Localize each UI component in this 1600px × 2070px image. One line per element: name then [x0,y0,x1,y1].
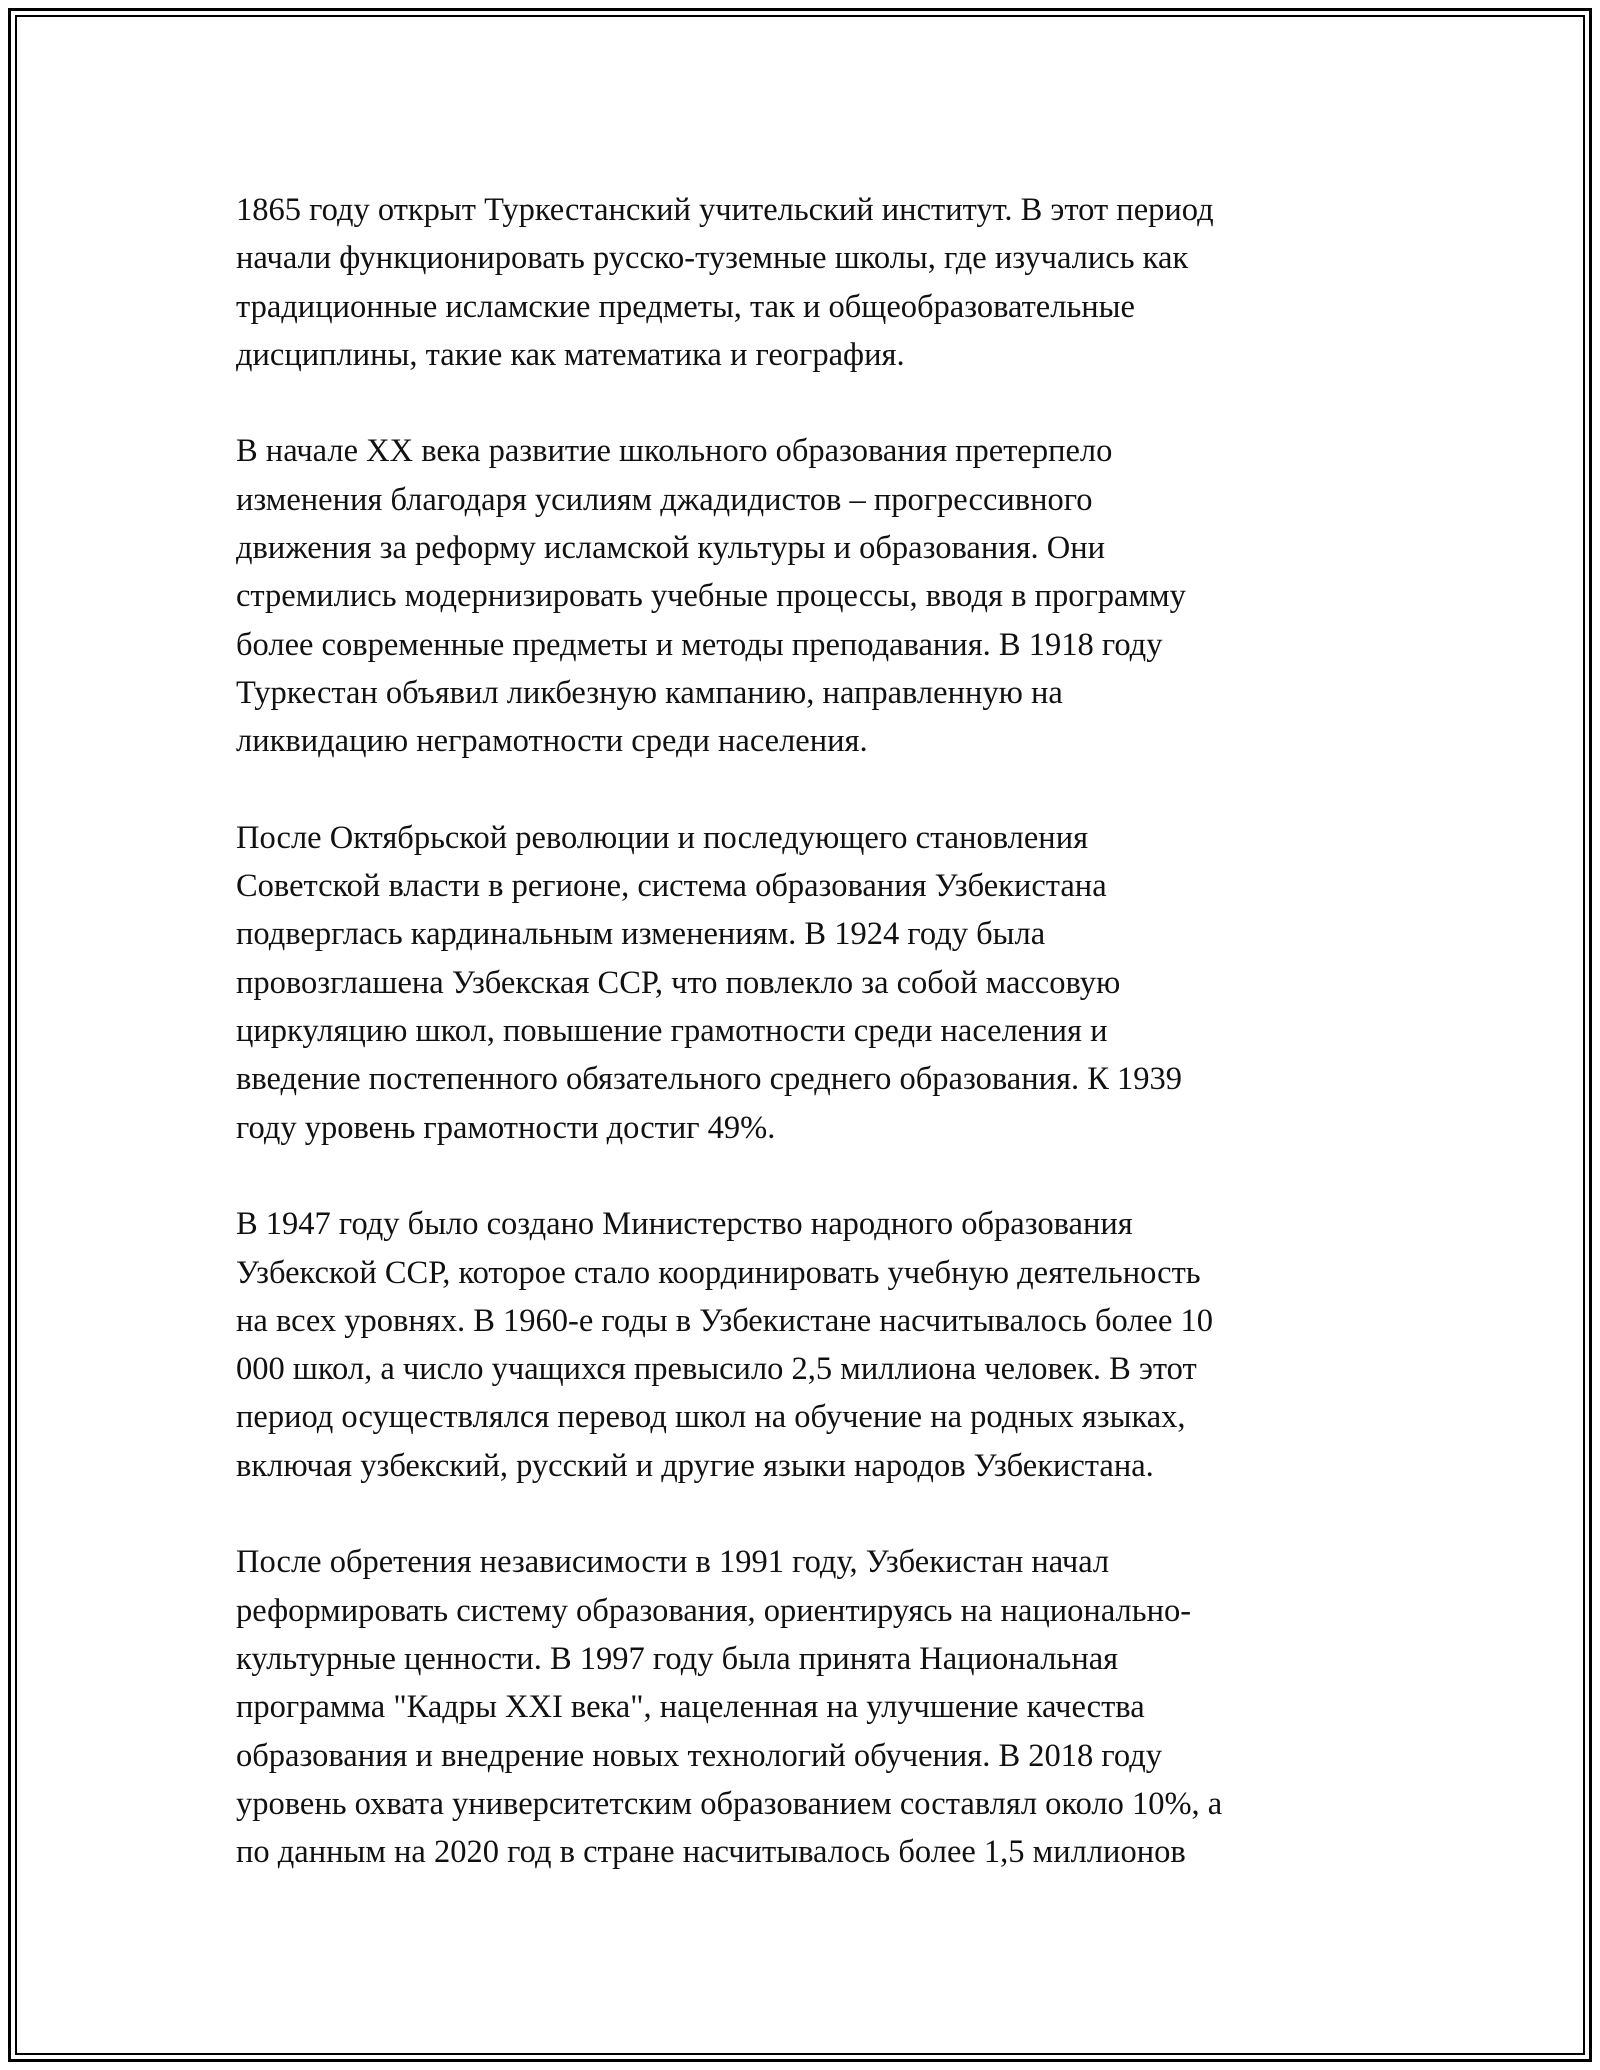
paragraph-1 [236,186,1366,379]
text-line: более современные предметы и методы преподавания. В 1918 году [236,626,1163,663]
text-line: Узбекской ССР, которое стало координировать учебную деятельность [236,1254,1201,1291]
text-line: образования и внедрение новых технологий обучения. В 2018 году [236,1737,1163,1774]
text-line: После Октябрьской революции и последующего становления [236,819,1089,856]
text-line: дисциплины, такие как математика и география. [236,336,905,373]
text-line: ликвидацию неграмотности среди населения. [236,723,868,760]
text-line: году уровень грамотности достиг 49%. [236,1109,776,1146]
document-body [236,186,1366,1925]
text-line: введение постепенного обязательного среднего образования. К 1939 [236,1061,1183,1098]
text-line: период осуществлялся перевод школ на обучение на родных языках, [236,1399,1186,1436]
text-line: традиционные исламские предметы, так и общеобразовательные [236,288,1135,325]
paragraph-5 [236,1538,1366,1876]
text-line: Туркестан объявил ликбезную кампанию, направленную на [236,674,1063,711]
text-line: В 1947 году было создано Министерство народного образования [236,1206,1133,1243]
paragraph-3 [236,814,1366,1152]
text-line: уровень охвата университетским образованием составлял около 10%, а [236,1785,1223,1822]
text-line: движения за реформу исламской культуры и образования. Они [236,530,1106,567]
text-line: стремились модернизировать учебные процессы, вводя в программу [236,578,1186,615]
text-line: Советской власти в регионе, система образования Узбекистана [236,868,1107,905]
text-line: реформировать систему образования, ориентируясь на национально- [236,1592,1192,1629]
text-line: включая узбекский, русский и другие языки народов Узбекистана. [236,1447,1154,1484]
text-line: начали функционировать русско-туземные школы, где изучались как [236,240,1189,277]
text-line: подверглась кардинальным изменениям. В 1924 году была [236,916,1046,953]
text-line: изменения благодаря усилиям джадидистов – прогрессивного [236,481,1093,518]
text-line: В начале XX века развитие школьного образования претерпело [236,433,1113,470]
text-line: циркуляцию школ, повышение грамотности среди населения и [236,1013,1108,1050]
text-line: по данным на 2020 год в стране насчитывалось более 1,5 миллионов [236,1834,1186,1871]
text-line: 1865 году открыт Туркестанский учительский институт. В этот период [236,192,1214,228]
paragraph-4 [236,1200,1366,1490]
text-line: программа "Кадры XXI века", нацеленная на улучшение качества [236,1689,1145,1726]
text-line: на всех уровнях. В 1960-е годы в Узбекистане насчитывалось более 10 [236,1302,1213,1339]
text-line: культурные ценности. В 1997 году была принята Национальная [236,1640,1119,1677]
text-line: провозглашена Узбекская ССР, что повлекло за собой массовую [236,964,1121,1001]
text-line: После обретения независимости в 1991 году, Узбекистан начал [236,1544,1110,1581]
text-line: 000 школ, а число учащихся превысило 2,5 миллиона человек. В этот [236,1351,1197,1388]
paragraph-2 [236,427,1366,765]
